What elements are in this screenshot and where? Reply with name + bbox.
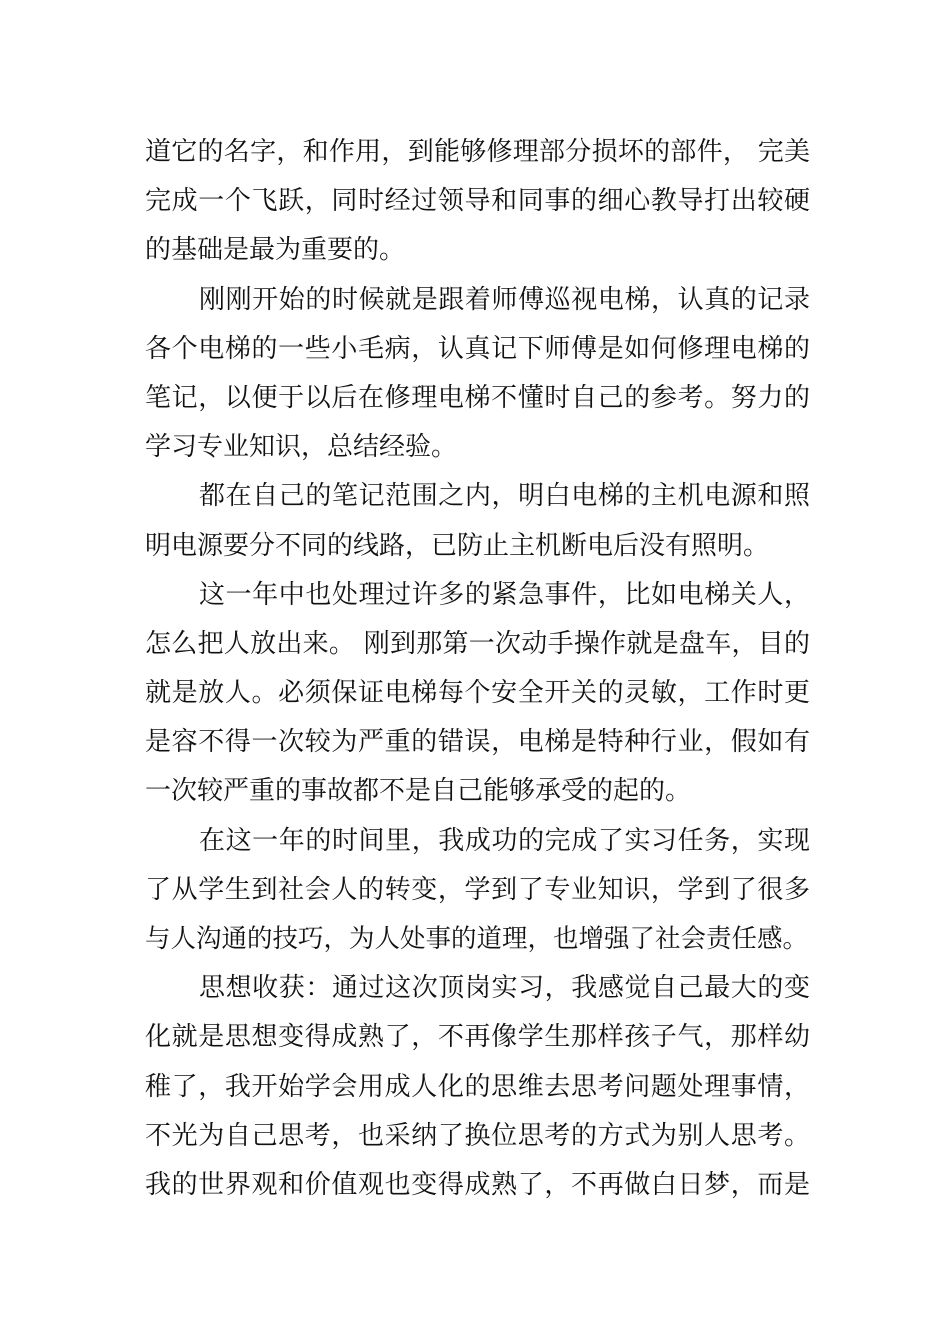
text-line: 是容不得一次较为严重的错误，电梯是特种行业，假如有	[145, 727, 810, 758]
text-line: 笔记，以便于以后在修理电梯不懂时自己的参考。努力的	[145, 382, 810, 413]
text-line: 化就是思想变得成熟了，不再像学生那样孩子气，那样幼	[145, 1022, 810, 1053]
text-line: 一次较严重的事故都不是自己能够承受的起的。	[145, 776, 692, 807]
text-line: 完成一个飞跃，同时经过领导和同事的细心教导打出较硬	[145, 186, 810, 217]
text-line: 学习专业知识，总结经验。	[145, 432, 458, 463]
text-line: 的基础是最为重要的。	[145, 235, 406, 266]
text-line: 稚了，我开始学会用成人化的思维去思考问题处理事情，	[145, 1071, 810, 1102]
text-line: 明电源要分不同的线路，已防止主机断电后没有照明。	[145, 530, 770, 561]
text-line: 各个电梯的一些小毛病，认真记下师傅是如何修理电梯的	[145, 333, 810, 364]
text-line: 不光为自己思考，也采纳了换位思考的方式为别人思考。	[145, 1120, 810, 1151]
text-line: 了从学生到社会人的转变，学到了专业知识，学到了很多	[145, 874, 810, 905]
text-line: 与人沟通的技巧，为人处事的道理，也增强了社会责任感。	[145, 924, 809, 954]
text-line: 道它的名字，和作用，到能够修理部分损坏的部件， 完美	[145, 137, 810, 167]
text-line: 我的世界观和价值观也变得成熟了，不再做白日梦，而是	[145, 1169, 810, 1200]
text-line: 思想收获：通过这次顶岗实习，我感觉自己最大的变	[199, 973, 810, 1004]
text-line: 怎么把人放出来。 刚到那第一次动手操作就是盘车，目的	[145, 628, 810, 659]
text-line: 就是放人。必须保证电梯每个安全开关的灵敏，工作时更	[145, 678, 810, 709]
text-line: 这一年中也处理过许多的紧急事件，比如电梯关人，	[199, 579, 810, 610]
text-line: 刚刚开始的时候就是跟着师傅巡视电梯，认真的记录	[199, 284, 810, 315]
text-line: 在这一年的时间里，我成功的完成了实习任务，实现	[199, 825, 810, 856]
body-text	[145, 128, 810, 1210]
text-line: 都在自己的笔记范围之内，明白电梯的主机电源和照	[199, 481, 810, 512]
